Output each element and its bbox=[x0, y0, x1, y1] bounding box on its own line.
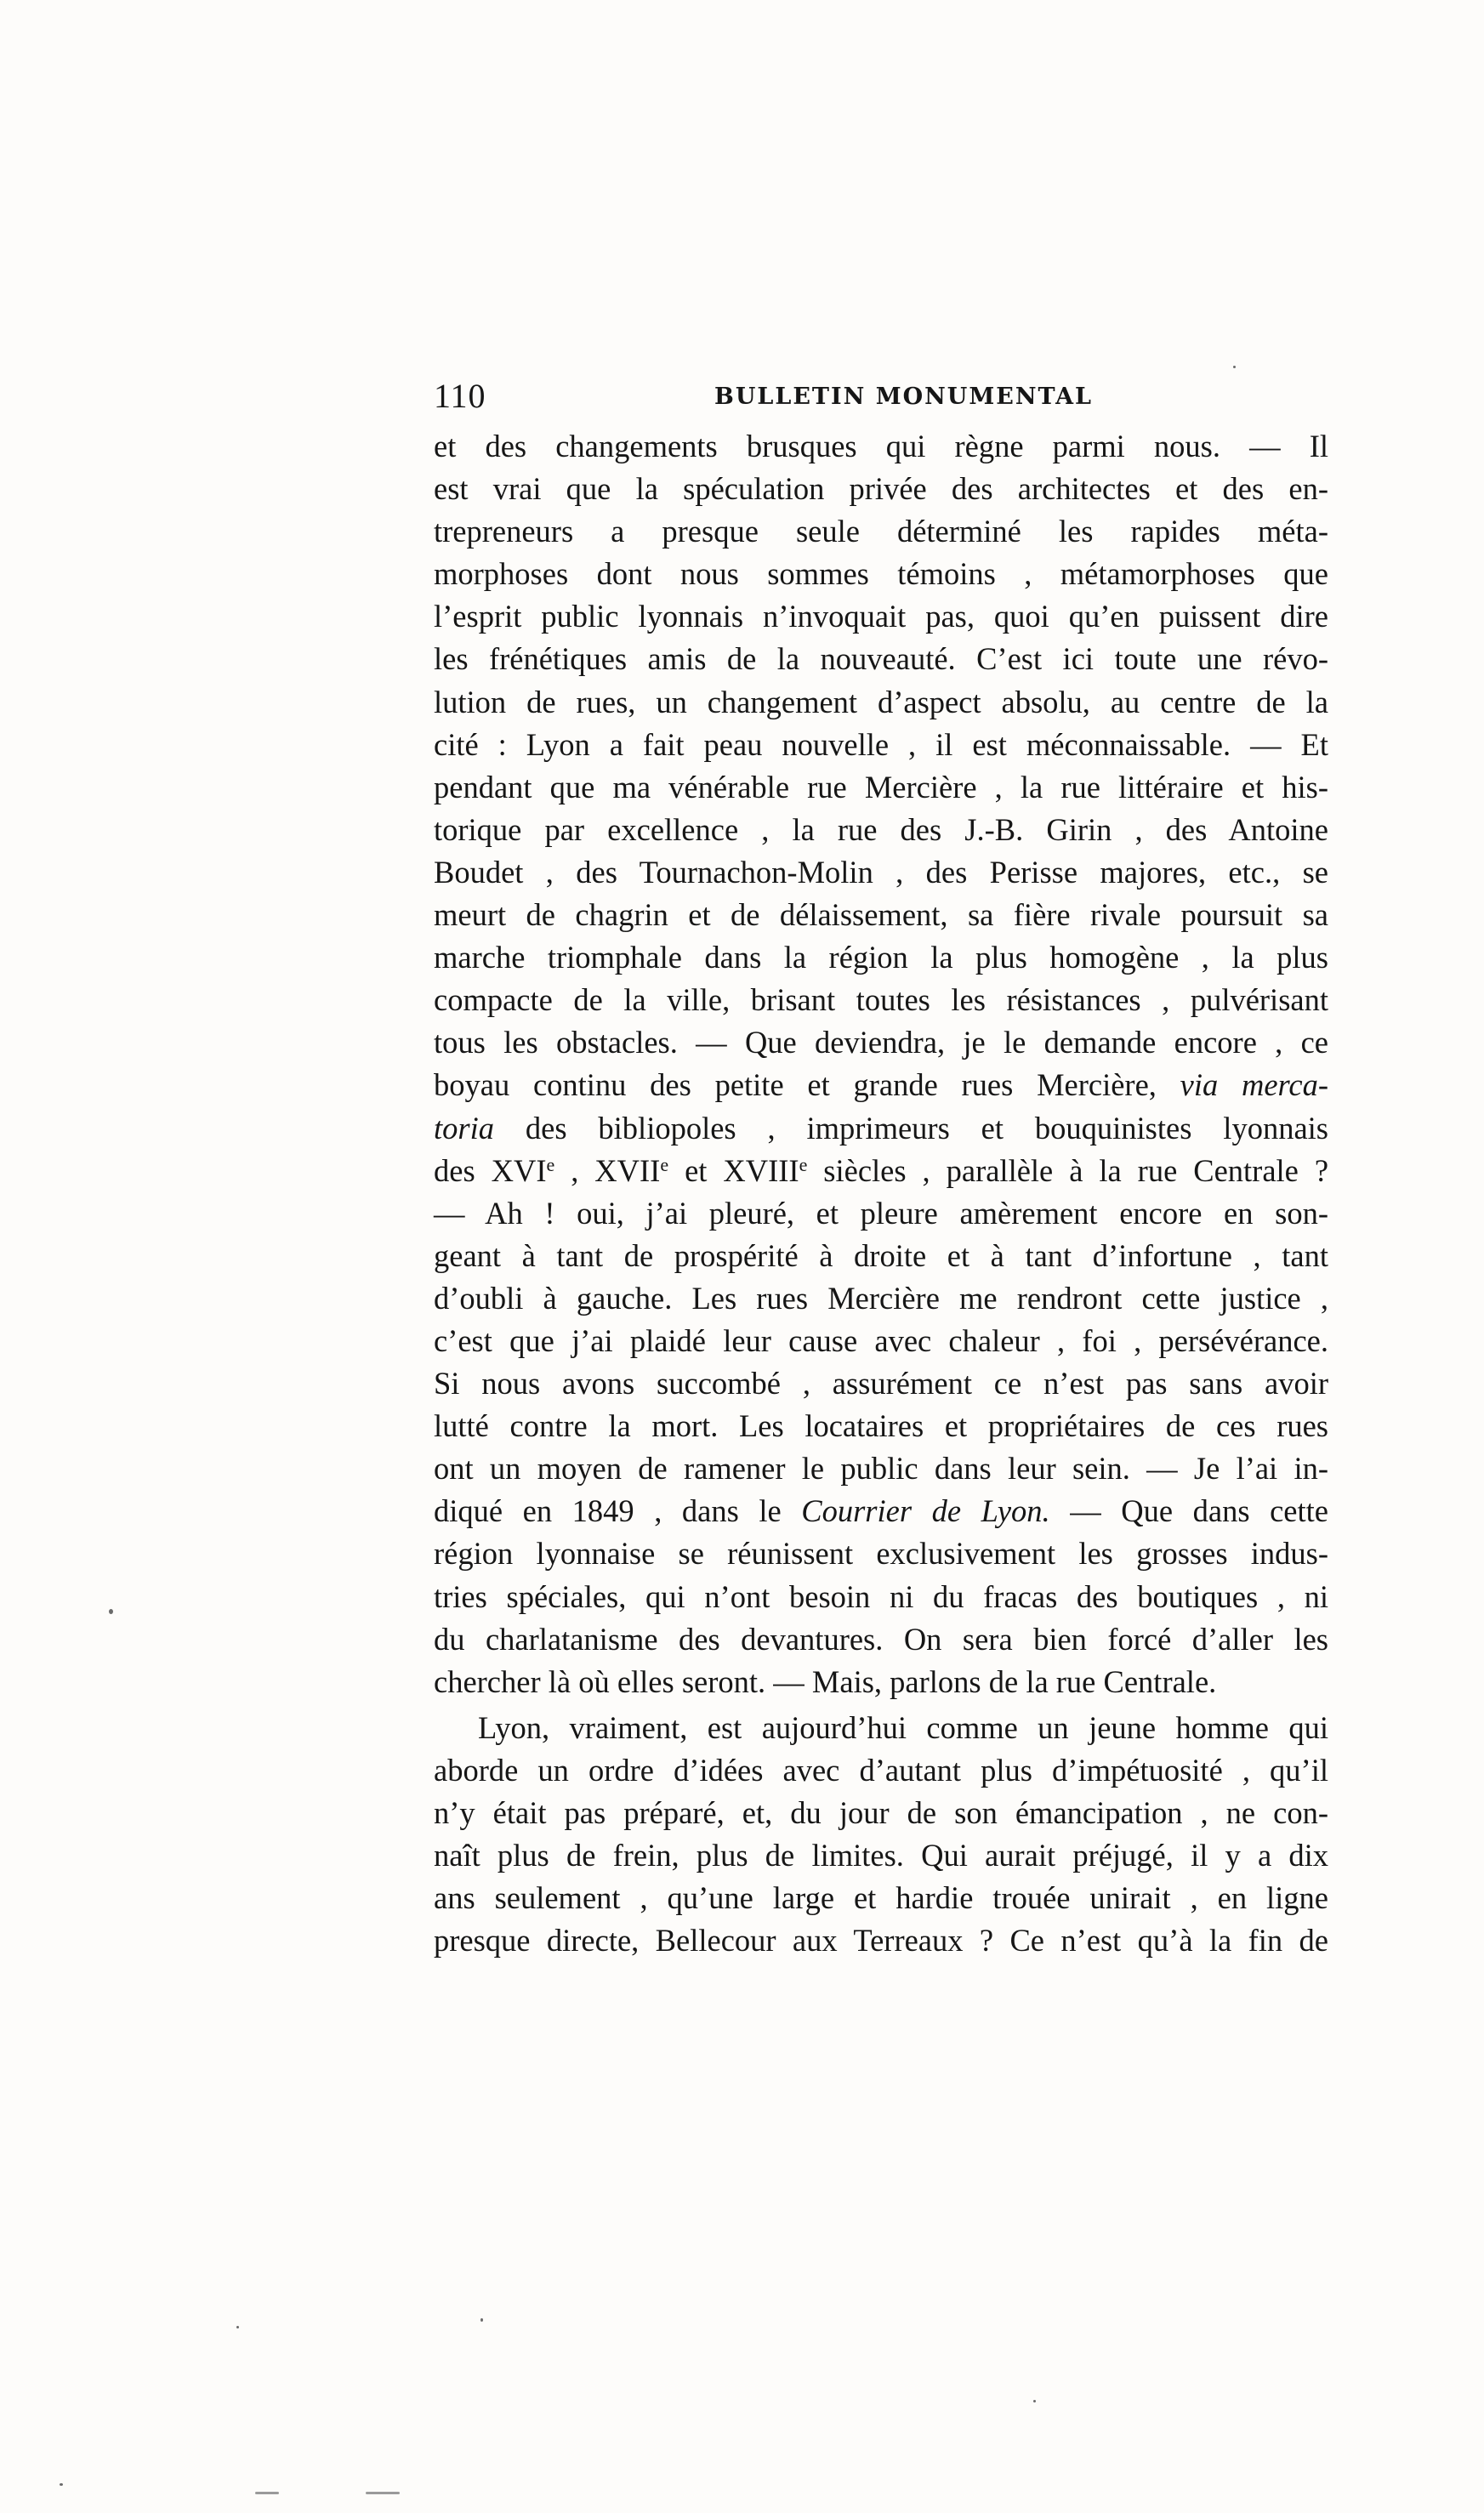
superscript: e bbox=[799, 1153, 808, 1175]
text-line: pendant que ma vénérable rue Mercière , la rue littéraire et his- bbox=[434, 769, 1328, 805]
text-line: lutté contre la mort. Les locataires et propriétaires de ces rues bbox=[434, 1408, 1328, 1444]
text-line: cité : Lyon a fait peau nouvelle , il est méconnaissable. — Et bbox=[434, 726, 1328, 762]
text-line: l’esprit public lyonnais n’invoquait pas, quoi qu’en puissent dire bbox=[434, 599, 1328, 634]
text-line: c’est que j’ai plaidé leur cause avec chaleur , foi , persévérance. bbox=[434, 1322, 1328, 1358]
text-line: région lyonnaise se réunissent exclusivement les grosses indus- bbox=[434, 1536, 1328, 1572]
text-line: est vrai que la spéculation privée des architectes et des en- bbox=[434, 471, 1328, 507]
text-line: Boudet , des Tournachon-Molin , des Perisse majores, etc., se bbox=[434, 854, 1328, 890]
page-number: 110 bbox=[434, 377, 486, 415]
text-line: tries spéciales, qui n’ont besoin ni du fracas des boutiques , ni bbox=[434, 1578, 1328, 1614]
text-line: boyau continu des petite et grande rues Mercière, via merca- bbox=[434, 1067, 1329, 1103]
scan-speck bbox=[236, 2326, 239, 2328]
scan-speck bbox=[480, 2318, 483, 2322]
text-line: meurt de chagrin et de délaissement, sa fière rivale poursuit sa bbox=[434, 897, 1328, 933]
text-line: marche triomphale dans la région la plus homogène , la plus bbox=[434, 940, 1328, 975]
text-line: compacte de la ville, brisant toutes les résistances , pulvérisant bbox=[434, 982, 1328, 1018]
scan-speck bbox=[1233, 366, 1236, 368]
text-line: naît plus de frein, plus de limites. Qui aurait préjugé, il y a dix bbox=[434, 1838, 1328, 1873]
text-line: d’oubli à gauche. Les rues Mercière me rendront cette justice , bbox=[434, 1280, 1328, 1316]
scan-speck bbox=[109, 1609, 113, 1614]
superscript: e bbox=[546, 1153, 555, 1175]
text-line: et des changements brusques qui règne parmi nous. — Il bbox=[434, 429, 1328, 463]
text-line: ont un moyen de ramener le public dans leur sein. — Je l’ai in- bbox=[434, 1451, 1328, 1487]
text-line: trepreneurs a presque seule déterminé les rapides méta- bbox=[434, 514, 1328, 549]
text-line: n’y était pas préparé, et, du jour de son émancipation , ne con- bbox=[434, 1795, 1328, 1830]
text-line: ans seulement , qu’une large et hardie trouée unirait , en ligne bbox=[434, 1880, 1328, 1916]
text-line: torique par excellence , la rue des J.-B. Girin , des Antoine bbox=[434, 811, 1328, 847]
text-line: aborde un ordre d’idées avec d’autant plus d’impétuosité , qu’il bbox=[434, 1752, 1328, 1788]
running-title: BULLETIN MONUMENTAL bbox=[714, 384, 1094, 410]
text-line: — Ah ! oui, j’ai pleuré, et pleure amèrement encore en son- bbox=[434, 1195, 1328, 1231]
page-header bbox=[434, 372, 1328, 420]
superscript: e bbox=[660, 1153, 669, 1175]
text-line: presque directe, Bellecour aux Terreaux ? Ce n’est qu’à la fin de bbox=[434, 1923, 1328, 1959]
text-line: des XVIe , XVIIe et XVIIIe siècles , parallèle à la rue Centrale ? bbox=[434, 1152, 1329, 1188]
text-line: geant à tant de prospérité à droite et à tant d’infortune , tant bbox=[434, 1237, 1328, 1273]
text-line: morphoses dont nous sommes témoins , métamorphoses que bbox=[434, 556, 1328, 592]
scan-speck bbox=[366, 2492, 400, 2494]
italic-text: toria bbox=[434, 1110, 494, 1146]
scan-speck bbox=[255, 2492, 279, 2494]
text-line: diqué en 1849 , dans le Courrier de Lyon. — Que dans cette bbox=[434, 1493, 1328, 1529]
text-line: chercher là où elles seront. — Mais, parlons de la rue Centrale. bbox=[434, 1663, 1217, 1699]
text-line: Lyon, vraiment, est aujourd’hui comme un jeune homme qui bbox=[478, 1709, 1328, 1745]
text-line: Si nous avons succombé , assurément ce n’est pas sans avoir bbox=[434, 1366, 1328, 1401]
body-text bbox=[434, 425, 1328, 1962]
scan-speck bbox=[60, 2483, 63, 2486]
text-line: les frénétiques amis de la nouveauté. C’est ici toute une révo- bbox=[434, 641, 1328, 677]
text-line: lution de rues, un changement d’aspect absolu, au centre de la bbox=[434, 684, 1328, 719]
text-line: du charlatanisme des devantures. On sera bien forcé d’aller les bbox=[434, 1621, 1328, 1657]
text-line: tous les obstacles. — Que deviendra, je le demande encore , ce bbox=[434, 1025, 1328, 1060]
scan-speck bbox=[1033, 2400, 1036, 2402]
italic-text: via merca- bbox=[1180, 1067, 1329, 1103]
italic-text: Courrier de Lyon. bbox=[801, 1493, 1050, 1529]
text-line: toria des bibliopoles , imprimeurs et bouquinistes lyonnais bbox=[434, 1110, 1328, 1146]
